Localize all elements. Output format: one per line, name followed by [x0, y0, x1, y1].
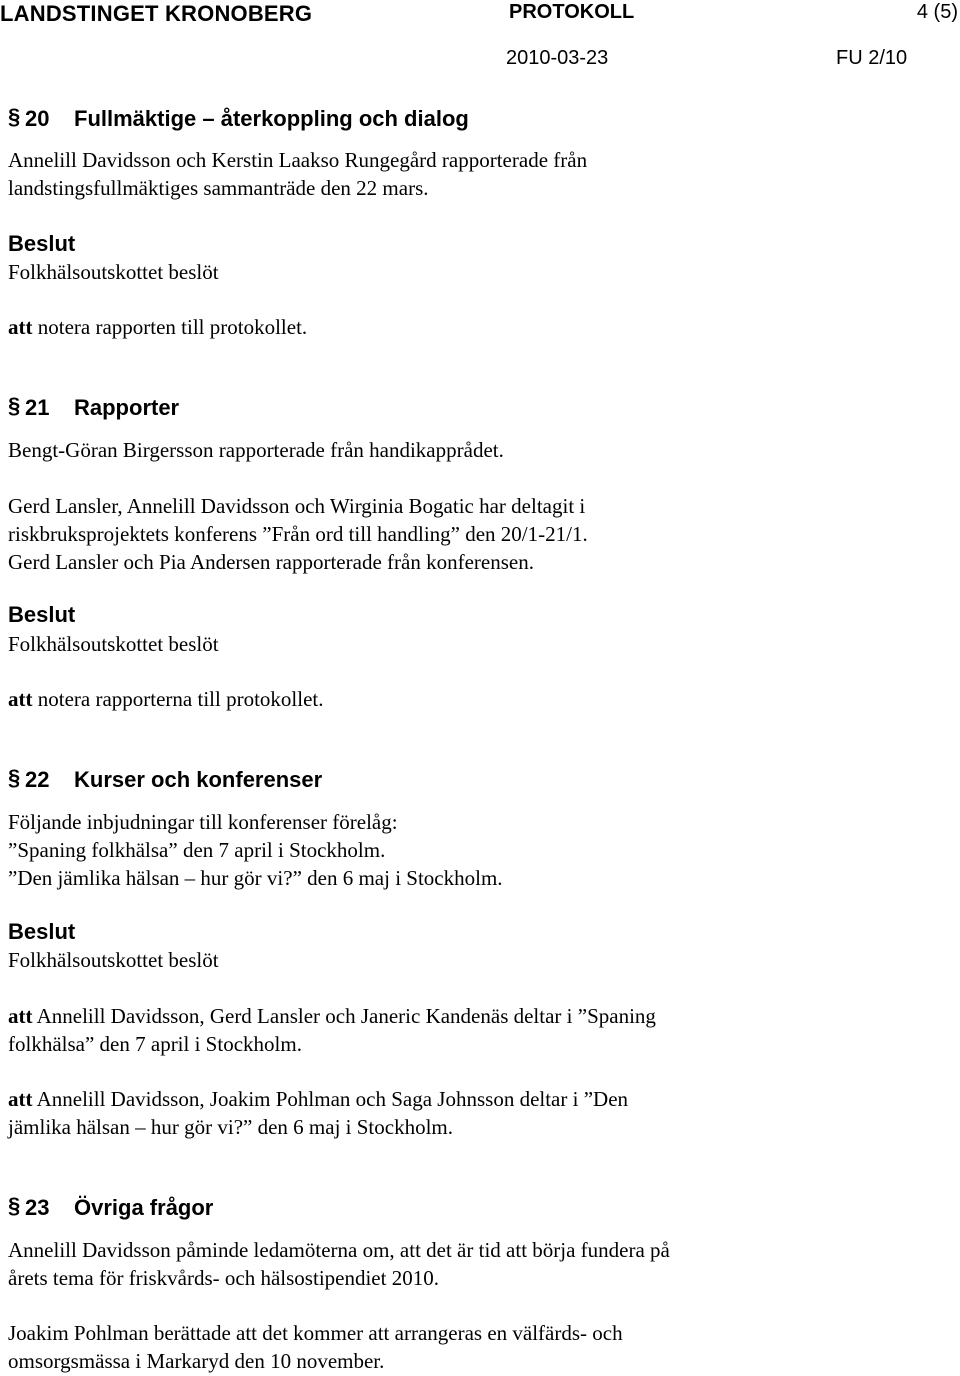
decision-text: notera rapporterna till protokollet. — [32, 687, 324, 711]
section-20 — [8, 102, 948, 339]
decision-intro: Folkhälsoutskottet beslöt — [8, 948, 219, 972]
page-number: 4 (5) — [916, 1, 958, 23]
section-23 — [8, 1191, 948, 1373]
paragraph-line: Joakim Pohlman berättade att det kommer att arrangeras en välfärds- och — [8, 1321, 623, 1345]
paragraph-line: omsorgsmässa i Markaryd den 10 november. — [8, 1349, 385, 1373]
section-number: 21 — [25, 395, 50, 420]
section-heading — [8, 763, 948, 799]
decision-item-continued: folkhälsa” den 7 april i Stockholm. — [8, 1032, 302, 1056]
section-title: Övriga frågor — [74, 1195, 214, 1220]
section-heading — [8, 391, 948, 427]
decision-item — [8, 685, 324, 713]
decision-item — [8, 313, 307, 341]
att-keyword: att — [8, 315, 33, 339]
paragraph-line: Bengt-Göran Birgersson rapporterade från handikapprådet. — [8, 438, 504, 462]
section-number: 23 — [25, 1195, 50, 1220]
document-type: PROTOKOLL — [509, 1, 635, 23]
meeting-date: 2010-03-23 — [506, 47, 609, 69]
att-keyword: att — [8, 1087, 33, 1111]
decision-text: Annelill Davidsson, Joakim Pohlman och Saga Johnsson deltar i ”Den — [32, 1087, 629, 1111]
section-heading — [8, 102, 948, 138]
section-sign-icon: § — [8, 765, 21, 790]
section-sign-icon: § — [8, 393, 21, 418]
section-sign-icon: § — [8, 104, 21, 129]
decision-text: notera rapporten till protokollet. — [32, 315, 308, 339]
paragraph-line: Gerd Lansler och Pia Andersen rapporterade från konferensen. — [8, 550, 534, 574]
paragraph-line: ”Spaning folkhälsa” den 7 april i Stockholm. — [8, 838, 386, 862]
decision-heading: Beslut — [8, 602, 76, 627]
paragraph-line: Följande inbjudningar till konferenser förelåg: — [8, 810, 398, 834]
paragraph-line: Gerd Lansler, Annelill Davidsson och Wirginia Bogatic har deltagit i — [8, 494, 586, 518]
meeting-reference: FU 2/10 — [836, 47, 908, 69]
decision-heading: Beslut — [8, 231, 76, 256]
paragraph-line: ”Den jämlika hälsan – hur gör vi?” den 6 maj i Stockholm. — [8, 866, 503, 890]
section-number: 20 — [25, 106, 50, 131]
att-keyword: att — [8, 687, 33, 711]
section-title: Fullmäktige – återkoppling och dialog — [74, 106, 469, 131]
paragraph-line: riskbruksprojektets konferens ”Från ord till handling” den 20/1-21/1. — [8, 522, 588, 546]
decision-intro: Folkhälsoutskottet beslöt — [8, 260, 219, 284]
decision-intro: Folkhälsoutskottet beslöt — [8, 632, 219, 656]
section-21 — [8, 391, 948, 711]
paragraph-line: Annelill Davidsson påminde ledamöterna om, att det är tid att börja fundera på — [8, 1238, 670, 1262]
organization-name: LANDSTINGET KRONOBERG — [0, 1, 313, 26]
paragraph-line: landstingsfullmäktiges sammanträde den 22 mars. — [8, 176, 429, 200]
decision-item-continued: jämlika hälsan – hur gör vi?” den 6 maj i Stockholm. — [8, 1115, 453, 1139]
decision-heading: Beslut — [8, 919, 76, 944]
section-title: Kurser och konferenser — [74, 767, 323, 792]
paragraph-line: årets tema för friskvårds- och hälsostipendiet 2010. — [8, 1266, 439, 1290]
section-number: 22 — [25, 767, 50, 792]
decision-item — [8, 1085, 628, 1113]
page-header — [0, 0, 960, 80]
section-sign-icon: § — [8, 1193, 21, 1218]
att-keyword: att — [8, 1004, 33, 1028]
section-22 — [8, 763, 948, 1139]
paragraph-line: Annelill Davidsson och Kerstin Laakso Rungegård rapporterade från — [8, 148, 588, 172]
section-heading — [8, 1191, 948, 1227]
section-title: Rapporter — [74, 395, 180, 420]
decision-text: Annelill Davidsson, Gerd Lansler och Janeric Kandenäs deltar i ”Spaning — [32, 1004, 656, 1028]
decision-item — [8, 1002, 656, 1030]
